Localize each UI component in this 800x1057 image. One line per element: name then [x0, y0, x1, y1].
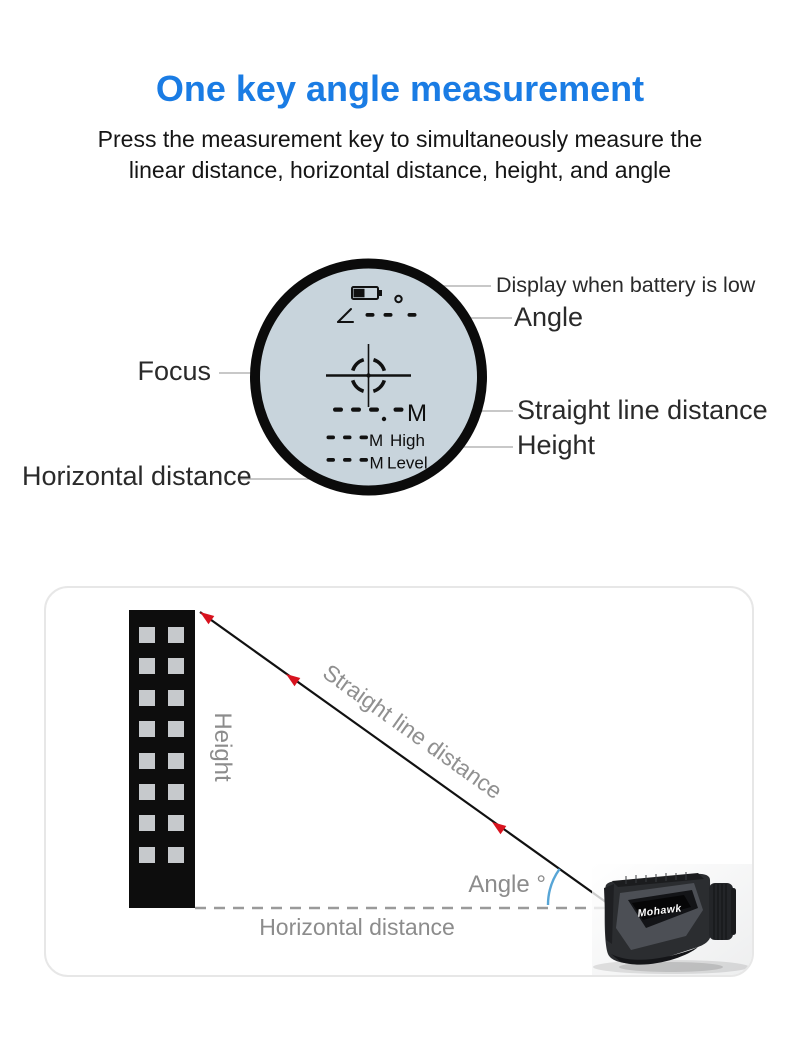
label-horizontal-distance: Horizontal distance — [22, 461, 252, 491]
height-word: High — [390, 431, 425, 450]
measurement-scene — [46, 588, 752, 975]
label-focus: Focus — [137, 356, 211, 386]
page-subtitle — [0, 124, 800, 186]
scene-horizontal-label: Horizontal distance — [259, 914, 455, 940]
level-unit: M — [369, 453, 384, 473]
scene-angle-label: Angle ° — [468, 871, 546, 898]
straight-measure-line — [200, 612, 610, 905]
angle-arc — [548, 869, 560, 905]
subtitle-line-2: linear distance, horizontal distance, height, and angle — [128, 157, 672, 183]
distance-unit: M — [407, 400, 427, 427]
page-title: One key angle measurement — [155, 68, 645, 109]
label-battery-low: Display when battery is low — [496, 273, 756, 297]
device-eyepiece — [709, 883, 733, 940]
subtitle-line-1: Press the measurement key to simultaneously measure the — [97, 126, 703, 152]
device-brand: Mohawk — [636, 902, 683, 920]
label-height: Height — [517, 430, 596, 460]
measurement-scene-card — [44, 586, 754, 977]
label-straight-line-distance: Straight line distance — [517, 395, 768, 425]
level-word: Level — [387, 453, 428, 473]
height-unit: M — [369, 431, 384, 450]
building — [129, 610, 195, 908]
angle-digit-dashes — [366, 313, 417, 317]
label-angle: Angle — [514, 302, 584, 332]
scene-height-label: Height — [209, 712, 236, 782]
rangefinder-device — [592, 864, 752, 975]
scene-straight-line-label: Straight line distance — [318, 658, 508, 805]
